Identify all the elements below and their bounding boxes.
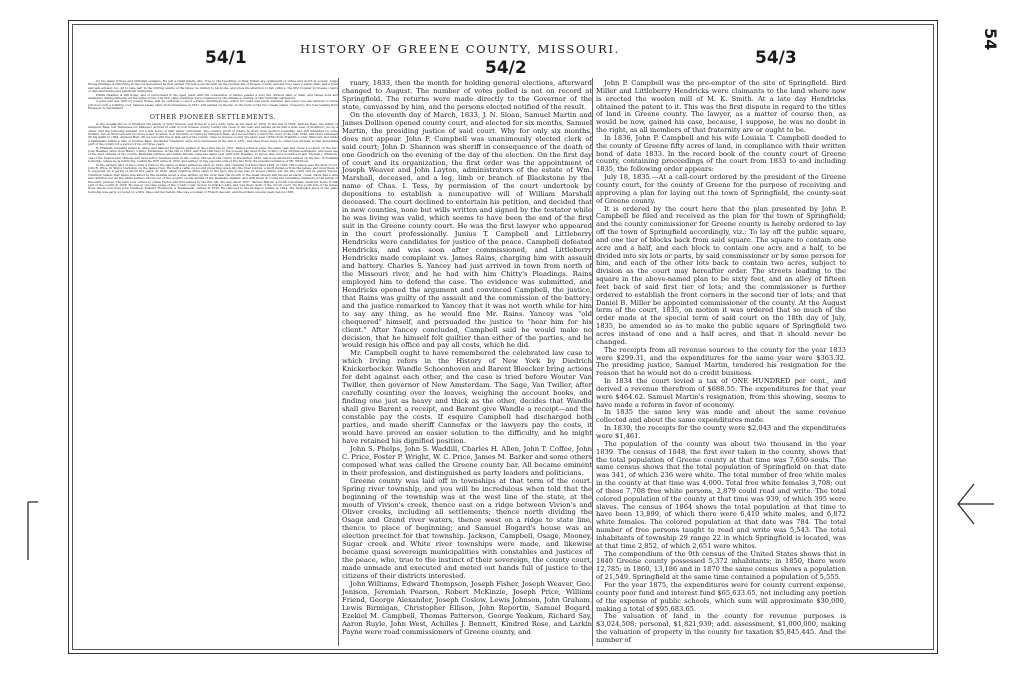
paragraph: John Williams, Edward Thompson, Joseph Fisher, Joseph Weaver, Geo. Jenison, Jeremiah Pearson, Robert McKinzie, Joseph Price, William Friend, George Alexander, Joseph Coslow, Lewis Johnson, John Graham, Lewis Birmigan, Christopher Ellison, John Reportin, Samuel Bogard, Ezekiel M. Campbell, Thomas Patterson, George Yeakum, Richard Say, Aaron Ruyle, John West, Achilles J. Bennett, Kindred Rose, and Larkin Payne were road commissioners of Greene county, and: [342, 580, 592, 636]
paragraph: ruary, 1833, then the month for holding general elections, afterward changed to August. The number of votes polled is not on record at Springfield. The returns were made directly to the Governor of the state, canvassed by him, and the persons elected notified of the result.: [342, 79, 592, 111]
paragraph: For the year 1875, the expenditures were for county current expense, county poor fund and interest fund $65,633.65, not including any portion of the expense of public schools, which sum will approximate $30,000, making a total of $95,683.65.: [596, 581, 846, 613]
paragraph: It is ordered by the court here that the plan presented by John P. Campbell be filed and received as the plan for the town of Springfield; and the county commissioner for Greene county is hereby ordered to lay off the town of Springfield accordingly, viz.: To lay off the public square, and one tier of blocks back from said square. The square to contain one acre and a half, and each block to contain one acre and a half, to be divided into six lots or parts, by said commissioner or by some person for him, and each of the other lots back to contain two acres, subject to division as the court may hereafter order. The streets leading to the square in the above-named plan to be sixty feet, and an alley of fifteen feet back of said first tier of lots; and the commissioner is further ordered to establish the front corners in the second tier of lots; and that Daniel B. Miller be appointed commissioner of the county. At the August term of the court, 1835, on motion it was ordered that so much of the order made at the special term of said court on the 18th day of July, 1835, be amended so as to make the public square of Springfield two acres instead of one and a half acres, and that it should never be changed.: [596, 204, 846, 346]
paragraph: The population of the county was about two thousand in the year 1839. The census of 1848, the first ever taken in the county, shows that the total population of Greene county at that time was 7,650 souls. The same census shows that the total population of Springfield on that date was 341, of which 236 were white. The total number of free white males in the county at that time was 4,000. Total free white females 3,708; out of these 7,708 free white persons, 2,879 could read and write. The total colored population of the county at that time was 939, of which 395 were slaves. The census of 1864 shows the total population at that time to have been 13,899, of which there were 6,410 white males, and 6,872 white females. The colored population at that date was 784. The total number of free persons taught to read and write was 5,543. The total inhabitants of township 29 range 22 in which Springfield is located, was at that time 2,852, of which 2,651 were whites.: [596, 439, 846, 550]
page-number-middle: 54/2: [485, 58, 527, 78]
text-column-2: [342, 80, 592, 637]
paragraph: In 1836, John P. Campbell and his wife Louisia T. Campbell deeded to the county of Greene fifty acres of land, in compliance with their written bond of date 1833. In the record book of the county court of Greene county, containing proceedings of the court from 1833 to and including 1835, the following order appears:: [596, 133, 846, 174]
paragraph: In 1834 the court levied a tax of ONE HUNDRED per cent., and derived a revenue therefrom of $688.55. The expenditures for that year were $464.62. Samuel Martin's resignation, from this showing, seems to have made a reform in favor of economy.: [596, 377, 846, 409]
paragraph: John S. Phelps, John S. Waddill, Charles H. Allen, John T. Coffee, John C. Price, Foster P. Wright, W. C. Price, James M. Barker and some others composed what was called the Greene county bar. All became eminent in their profession, and distinguished as party leaders and politicians.: [342, 444, 592, 477]
paragraph: John P. Campbell was the pre-emptor of the site of Springfield. Bird Miller and Littleberry Hendricks were claimants to the land where now is erected the woolen mill of M. K. Smith. At a late day Hendricks obtained the patent to it. This was the first dispute in regard to the titles of land in Greene county. The lawyer, as a matter of course then, as would be now, gained his case, because, I suppose, he was no doubt in the right, as all members of that fraternity are or ought to be.: [596, 79, 846, 135]
paragraph: In the eastern part of the county a man by the name of Davis settled as early as 1822, and certainly not later than 1824, or 1825. His location was the farm of Col. John H. Price, in Taylor township, on the James river. He built a cabin on a point projecting down into the river bottom, a short distance from the James, and lived there it is supposed for a period of about five years. In 1836, when Crabtree Price came to the spot, the house was no longer visible, but the site could still be plainly traced. Tradition relates that Davis was killed by the Indians about a mile farther up the river near the mouth of the small stream still known as Davis' creek. Davis had a wife and children, but all the white settlers moved out of the country on the arrival of the Delaware Indians, and with them of course the remaining members of the family of this early pioneer. The farm now owned by Julian Foster was first settled by the Rev. Mr. Mooney about 1827. Samuel Martin, a North Carolinian, made his home in this part of the county in 1826. He was at one time judge of the county court, moved to Ozark county, and was there clerk of the circuit court. On the south side of the James river, where now lives John Caldwell, Edward Thompson, a Tennessean, settled in 1830. He removed to the Kickapoo prairie in 1834. The Galbreath place in the same township was early occupied by a Mrs. Page and her family. She was a woman of French descent, and lived there several years before 1836.: [88, 162, 338, 194]
paragraph: for his many virtues and Christian example. He left a small family, who, true to the teachings of their father, are ornaments of virtue and worth in society. Judge Hosea Mullings is still living at the old homestead he first settled. He has gone through all the pioneer life of Greene county, and has long been a public man, and a tried and safe adviser; too old to take part in the stirring events of the times, he retired to his home, and gives his attention to fish culture, the first founder in Greene county of that interesting and beneficial enterprise.: [88, 79, 338, 94]
paragraph: The receipts from all revenue sources to the county for the year 1833 were $299.31, and the expenditures for the same year were $363.32. The presiding justice, Samuel Martin, tendered his resignation for the reason that he would not do a credit business.: [596, 345, 846, 378]
arrow-left-icon: [16, 500, 40, 570]
paragraph: In Franklin township James K. Alsop and Samuel Scroggins settled on the Little Sac in 1831. Daniel Johnson came the same year and chose a location on the Sac. John Headlee came from Maury county, Tennessee, in the fall of 1832, and from that time to the present has lived in the vicinity of his original settlement, and been one of the best citizens of the county. Benjamin Johnson and James Dryden came the same year with John Headlee, to whom they were brothers-in-law. Thomas J. Whitlock, one of the best-known citizens and most active business man in the county, arrived in the county in December, 1832, and soon afterward settled on the Sac, in Franklin township, where he is still living. Larkin De Witt came in 1832, and settled on the opposite side of the Sac from the present residence of Mr. Whitlock.: [88, 145, 338, 164]
paragraph: A grist mill was built by Joseph Evans, and he ventured to erect a frame dwelling-house, which for years was much admired, and every one was anxious to know just how such a building cost. Samuel Lasley came from Tennessee in 1831, and settled on the Sac in the forks of the two creeks where crossed by the road leading from Ebenezer to Springfield.: [88, 99, 338, 111]
paragraph: The compendium of the 9th census of the United States shows that in 1840 Greene county possessed 5,372 inhabitants; in 1850, there were 12,785; in 1860, 13,186 and in 1870 the same census shows a population of 21,549. Springfield at the same time contained a population of 5,555.: [596, 549, 846, 582]
column-divider: [338, 78, 339, 646]
paragraph: July 18, 1835.—At a call-court ordered by the president of the Greene county court, for the county of Greene for the purpose of receiving and approving a plan for laying out the town of Springfield, the county-seat of Greene county.: [596, 173, 846, 205]
paragraph: Mr. Campbell ought to have remembered the celebrated law case to which Irving refers in the History of New York by Diedrich Knickerbocker. Wandle Schoonhoven and Barent Bleecker bring actions for debt against each other, and the case is tried before Wouter Van Twiller, then governor of New Amsterdam. The Sage, Van Twiller, after carefully counting over the leaves, weighing the account books, and finding one just as heavy and thick as the other, decides that Wandle shall give Barent a receipt, and Barent give Wandle a receipt—and the constable pay the costs. If esquire Campbell had discharged both parties, and made sheriff Cannefax or the lawyers pay the costs, it would have proved an easier solution to the difficulty, and he might have retained his dignified position.: [342, 349, 592, 445]
page-number-left: 54/1: [205, 48, 247, 68]
paragraph: The valuation of land in the county for revenue purposes is $3,024,508; personal, $1,821,939; add. assessment, $1,000,000, making the valuation of property in the county for taxation $5,845,445. And the number of: [596, 612, 846, 644]
corner-page-marker: 54: [981, 28, 1000, 51]
page-number-right: 54/3: [755, 48, 797, 68]
paragraph: Elisha Headlee is still living, and is surrounded in his aged years with the consolation of having passed a long life, without taint or stain, and raised sons and daughters distinguished in all the walks of life. The first camp-meetings were organized by the influence, mainly, of this Christian settlement.: [88, 92, 338, 100]
page-title: HISTORY OF GREENE COUNTY, MISSOURI.: [300, 42, 620, 56]
arrow-left-icon: [956, 480, 996, 530]
column-divider: [592, 78, 593, 646]
text-column-1: [88, 80, 338, 660]
section-heading: OTHER PIONEER SETTLEMENTS.: [149, 113, 277, 121]
paragraph: In 1835 the same levy was made and about the same revenue collected and about the same expenditures made.: [596, 408, 846, 425]
paragraph: In 1839, the receipts for the county were $2,043 and the expenditures were $1,461.: [596, 424, 846, 440]
paragraph: In the neighborhood of Strafford the family of Jerry Pierson was living at a very early date, as far back as 1829. In the fall of 1829, Andrew Bass, the father of Sampson Bass, left Tennessee for Missouri, arrived in what is now Greene county toward the close of the year, and settled about half a mile west of Strafford, put up a cabin, and the following summer put a few acres of land under cultivation. The country north of where he lived (now Jackson township) was still inhabited by some Indians, but on their removal he chose a new location, now the farm occupied by Sampson Bass, and moved there toward the close of the year 1830, and there remained till his death in 1864. Alpheus Hull, whose sons still live in that part of the county, came to Greene county the same year (1830) from Franklin county, Missouri, and made a settlement within a mile of Andrew Bass. Alexander Chadwick came from Tennessee in the fall of 1831, and then there were no other new arrivals in that immediate part of the county for a period of two or three years.: [88, 121, 338, 147]
text-column-3: [596, 80, 846, 645]
paragraph: Greene county was laid off in townships at that term of the court. Spring river township, and you will be incredulous when told that the beginning of the township was at the west line of the state, at the mouth of Vivion's creek, thence east on a ridge between Vivion's and Oliver creeks, including all settlements; thence north dividing the Osage and Grand river waters, thence west on a ridge to state line, thence to place of beginning; and Samuel Bogard's house was an election precinct for that township. Jackson, Campbell, Osage, Mooney, Sugar creek and White river townships were made, and likewise became quasi sovereign municipalities with constables and justices of the peace, who, true to the instinct of their sovereign, the county court, made unmade and executed and meted out hands full of justice to the citizens of their districts interested.: [342, 476, 592, 581]
paragraph: On the eleventh day of March, 1833, J. N. Sloan, Samuel Martin and James Dollison opened county court, and elected for six months, Samuel Martin, the presiding justice of said court. Why for only six months, does not appear. John P. Campbell was unanimously elected clerk of said court; John D. Shannon was sheriff in consequence of the death of one Goodrich on the evening of the day of the election. On the first day of court and its organization, the first order was the appointment of Joseph Weaver and John Layton, administrators of the estate of Wm. Marshall, deceased, and a leg, limb or branch of Blackstone by the name of Chas. I. Tess, by permission of the court undertook by depositions to establish a nuncupative will of William Marshall deceased. The court declined to entertain his petition, and decided that in new counties, none but wills written and signed by the testator while he was living was valid, which seems to have been the end of the first suit in the Greene county court. He was the first lawyer who appeared in the court professionally. Junius T. Campbell and Littleberry Hendricks were candidates for justice of the peace. Campbell defeated Hendricks, and was soon after commissioned, and Littleberry Hendricks made complaint vs. James Rains, charging him with assault and battery. Charles S. Yancey had just arrived in town from north of the Missouri river, and he had with him Chitty's Pleadings. Rains employed him to defend the case. The evidence was submitted, and Hendricks opened the argument and convinced Campbell, the justice, that Rains was guilty of the assault and the commission of the battery; and the justice remarked to Yancey that it was not worth while for him to say any thing, as he would fine Mr. Rains. Yancey was "old chequered" himself, and persuaded the justice to "hear him for his client." After Yancey concluded, Campbell said he would make no decision, that he himself felt guiltier than either of the parties, and he would resign his office and pay all costs, which he did.: [342, 110, 592, 350]
